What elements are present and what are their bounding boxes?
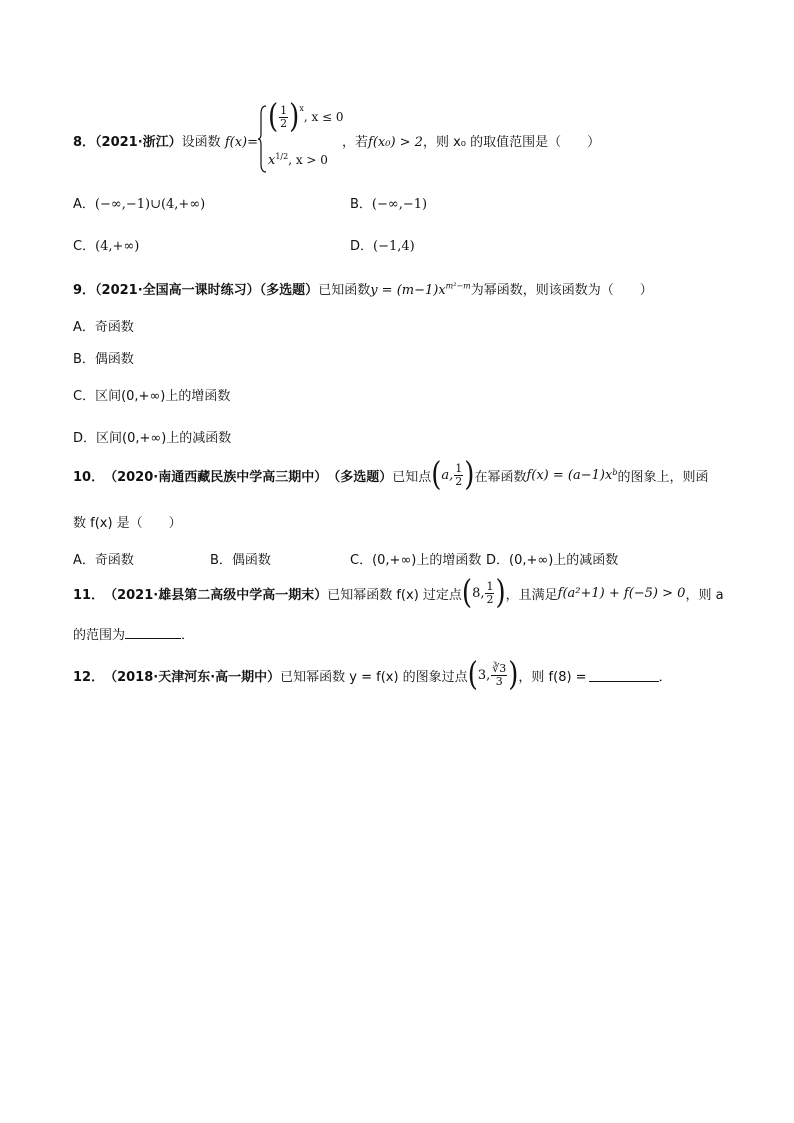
q9-number: 9． — [73, 283, 96, 298]
q10-exponent: b — [612, 468, 618, 477]
q8-text-mid: ，若 — [342, 135, 369, 150]
q10-number: 10． — [73, 469, 105, 485]
q9-text-post: 为幂函数，则该函数为（ ） — [470, 283, 653, 298]
q10-option-c: C．(0,+∞)上的增函数 — [350, 553, 482, 568]
q11-text-pre: 已知幂函数 f(x) 过定点 — [327, 587, 462, 603]
q8-brace — [258, 104, 268, 174]
q8-case2-exp: 1/2 — [275, 152, 289, 161]
q8-option-c: C．(4,+∞) — [73, 239, 140, 254]
q8-case2-cond: , x > 0 — [288, 153, 328, 167]
q8-function-name: f(x)= — [224, 135, 259, 150]
q10-option-b: B．偶函数 — [210, 553, 271, 568]
q11-point-a: 8, — [472, 585, 485, 601]
q10-point-a: a, — [441, 467, 454, 483]
q10-text-pre: 已知点 — [392, 469, 432, 485]
q11-text-mid: ，且满足 — [505, 587, 558, 603]
q11-text-post: ，则 a — [685, 587, 724, 603]
q8-number: 8． — [73, 135, 96, 150]
q8-option-d: D．(−1,4) — [350, 239, 415, 254]
q10-text-mid: 在幂函数 — [474, 469, 527, 485]
q9-text-pre: 已知函数 — [318, 283, 371, 298]
q9-source: （2021·全国高一课时练习） — [95, 283, 260, 298]
q10-tag: （多选题） — [327, 469, 393, 485]
q11-condition: f(a²+1) + f(−5) > 0 — [557, 585, 686, 601]
q8-case1-exp: x — [299, 104, 304, 113]
q9-tag: （多选题） — [259, 283, 319, 298]
q8-option-b: B．(−∞,−1) — [350, 197, 428, 212]
q11-answer-blank[interactable] — [125, 626, 181, 639]
q8-condition: f(x₀) > 2 — [368, 135, 423, 150]
q8-option-a: A．(−∞,−1)∪(4,+∞) — [73, 197, 206, 212]
q11-number: 11． — [73, 587, 105, 603]
q11-source: （2021·雄县第二高级中学高一期末） — [104, 587, 328, 603]
q9-option-b: B．偶函数 — [73, 352, 134, 367]
q12-answer-blank[interactable] — [589, 669, 659, 682]
q8-case1-num: 1 — [280, 103, 288, 117]
q10-source: （2020·南通西藏民族中学高三期中） — [104, 469, 328, 485]
q12-text-pre: 已知幂函数 y = f(x) 的图象过点 — [280, 669, 468, 685]
q12-number: 12． — [73, 669, 105, 685]
q9-exponent: m²−m — [445, 281, 471, 291]
q8-source: （2021·浙江） — [95, 135, 182, 150]
q8-text-pre: 设函数 — [181, 135, 221, 150]
q8-case1-den: 2 — [280, 116, 288, 130]
q9-option-c: C．区间(0,+∞)上的增函数 — [73, 389, 231, 404]
q8-case-2 — [268, 152, 328, 168]
q10-option-d: D．(0,+∞)上的减函数 — [486, 553, 619, 568]
q9-option-a: A．奇函数 — [73, 320, 134, 335]
q8-case1-cond: , x ≤ 0 — [303, 110, 344, 124]
q12-source: （2018·天津河东·高一期中） — [104, 669, 281, 685]
q12-point-a: 3, — [477, 667, 491, 683]
q10-line2: 数 f(x) 是（ ） — [73, 516, 182, 531]
q9-function: y = (m−1)x — [370, 283, 446, 298]
q11-line2: 的范围为 — [73, 628, 126, 643]
q10-text-post: 的图象上，则函 — [617, 469, 709, 485]
q8-text-post: ，则 x₀ 的取值范围是（ ） — [422, 135, 601, 150]
q12-text-post: ，则 f(8) = — [518, 669, 587, 685]
q10-option-a: A．奇函数 — [73, 553, 134, 568]
q8-case2-base: x — [268, 153, 276, 168]
q9-option-d: D．区间(0,+∞)上的减函数 — [73, 431, 232, 446]
q8-case-1: ( $\frac{1}{2}$ ) x , x ≤ 0 — [268, 98, 344, 136]
q10-function: f(x) = (a−1)x — [526, 467, 613, 483]
